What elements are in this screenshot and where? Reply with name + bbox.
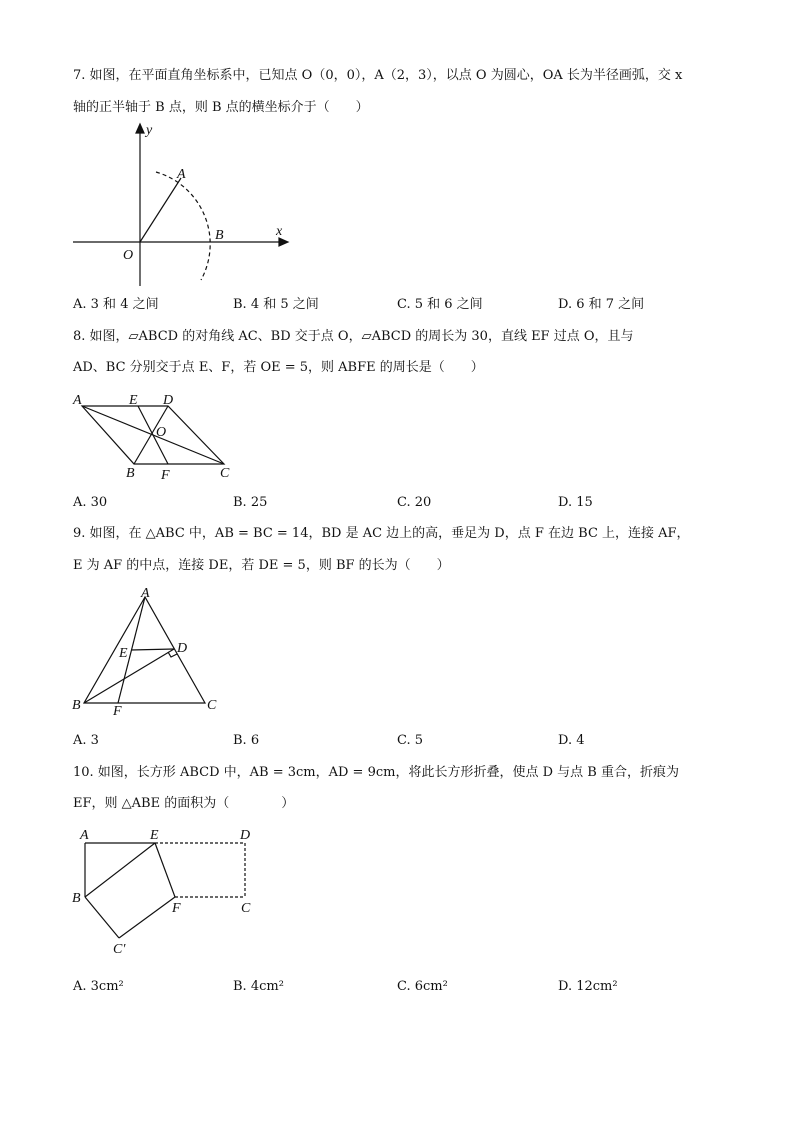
q7-stem-line2: 轴的正半轴于 B 点，则 B 点的横坐标介于（ ） xyxy=(73,100,369,115)
label-a: A xyxy=(80,828,89,843)
label-d: D xyxy=(240,828,251,843)
q9-option-d: D. 4 xyxy=(558,733,585,748)
q7-figure xyxy=(70,120,300,290)
label-y: y xyxy=(146,123,153,138)
label-c: C xyxy=(207,698,217,713)
q8-figure xyxy=(70,388,240,488)
q10-stem-line2: EF，则 △ABE 的面积为（ ） xyxy=(73,796,295,811)
q10-option-a: A. 3cm² xyxy=(73,979,124,994)
segment-oa xyxy=(140,178,181,242)
label-a: A xyxy=(177,167,186,182)
q10-stem-line1: 10. 如图，长方形 ABCD 中，AB = 3cm，AD = 9cm，将此长方形折叠，使点 D 与点 B 重合，折痕为 xyxy=(73,765,679,780)
segment-ed xyxy=(131,649,174,650)
right-angle-mark xyxy=(168,652,177,657)
label-o: O xyxy=(123,248,134,263)
folded-c-prime-f xyxy=(119,897,175,938)
q7-stem-line1: 7. 如图，在平面直角坐标系中，已知点 O（0，0），A（2，3），以点 O 为圆心，OA 长为半径画弧，交 x xyxy=(73,68,683,83)
label-d: D xyxy=(177,641,188,656)
q10-option-c: C. 6cm² xyxy=(397,979,448,994)
segment-bd xyxy=(84,649,174,703)
label-c: C xyxy=(241,901,251,916)
y-axis-arrow xyxy=(136,124,144,133)
q9-stem-line1: 9. 如图，在 △ABC 中，AB = BC = 14，BD 是 AC 边上的高，垂足为 D，点 F 在边 BC 上，连接 AF， xyxy=(73,526,690,541)
label-e: E xyxy=(150,828,159,843)
label-x: x xyxy=(276,224,283,239)
label-d: D xyxy=(163,393,174,408)
q7-option-d: D. 6 和 7 之间 xyxy=(558,297,645,312)
q10-option-b: B. 4cm² xyxy=(233,979,284,994)
label-c: C xyxy=(220,466,230,481)
q10-figure xyxy=(70,826,270,966)
label-f: F xyxy=(161,468,170,483)
label-o: O xyxy=(156,425,167,440)
label-e: E xyxy=(119,646,128,661)
label-a: A xyxy=(141,586,150,601)
label-f: F xyxy=(172,901,181,916)
q9-figure xyxy=(70,585,230,720)
label-b: B xyxy=(126,466,135,481)
q9-option-b: B. 6 xyxy=(233,733,260,748)
x-axis-arrow xyxy=(279,238,288,246)
q8-option-b: B. 25 xyxy=(233,495,268,510)
q8-option-a: A. 30 xyxy=(73,495,108,510)
q10-option-d: D. 12cm² xyxy=(558,979,618,994)
label-f: F xyxy=(113,704,122,719)
q9-option-a: A. 3 xyxy=(73,733,99,748)
arc-dashed xyxy=(156,172,210,280)
label-b: B xyxy=(215,228,224,243)
q7-option-b: B. 4 和 5 之间 xyxy=(233,297,319,312)
q9-stem-line2: E 为 AF 的中点，连接 DE，若 DE = 5，则 BF 的长为（ ） xyxy=(73,558,450,573)
q7-option-a: A. 3 和 4 之间 xyxy=(73,297,159,312)
folded-bc-prime xyxy=(85,897,119,938)
label-b: B xyxy=(72,891,81,906)
label-a: A xyxy=(73,393,82,408)
q8-option-d: D. 15 xyxy=(558,495,593,510)
label-e: E xyxy=(129,393,138,408)
q9-option-c: C. 5 xyxy=(397,733,424,748)
segment-be xyxy=(85,843,155,897)
label-b: B xyxy=(72,698,81,713)
q8-option-c: C. 20 xyxy=(397,495,432,510)
q8-stem-line2: AD、BC 分别交于点 E、F，若 OE = 5，则 ABFE 的周长是（ ） xyxy=(73,360,484,375)
q8-stem-line1: 8. 如图，▱ABCD 的对角线 AC、BD 交于点 O，▱ABCD 的周长为 30，直线 EF 过点 O，且与 xyxy=(73,329,634,344)
label-c-prime: C′ xyxy=(113,942,126,957)
q7-option-c: C. 5 和 6 之间 xyxy=(397,297,483,312)
crease-ef xyxy=(155,843,175,897)
